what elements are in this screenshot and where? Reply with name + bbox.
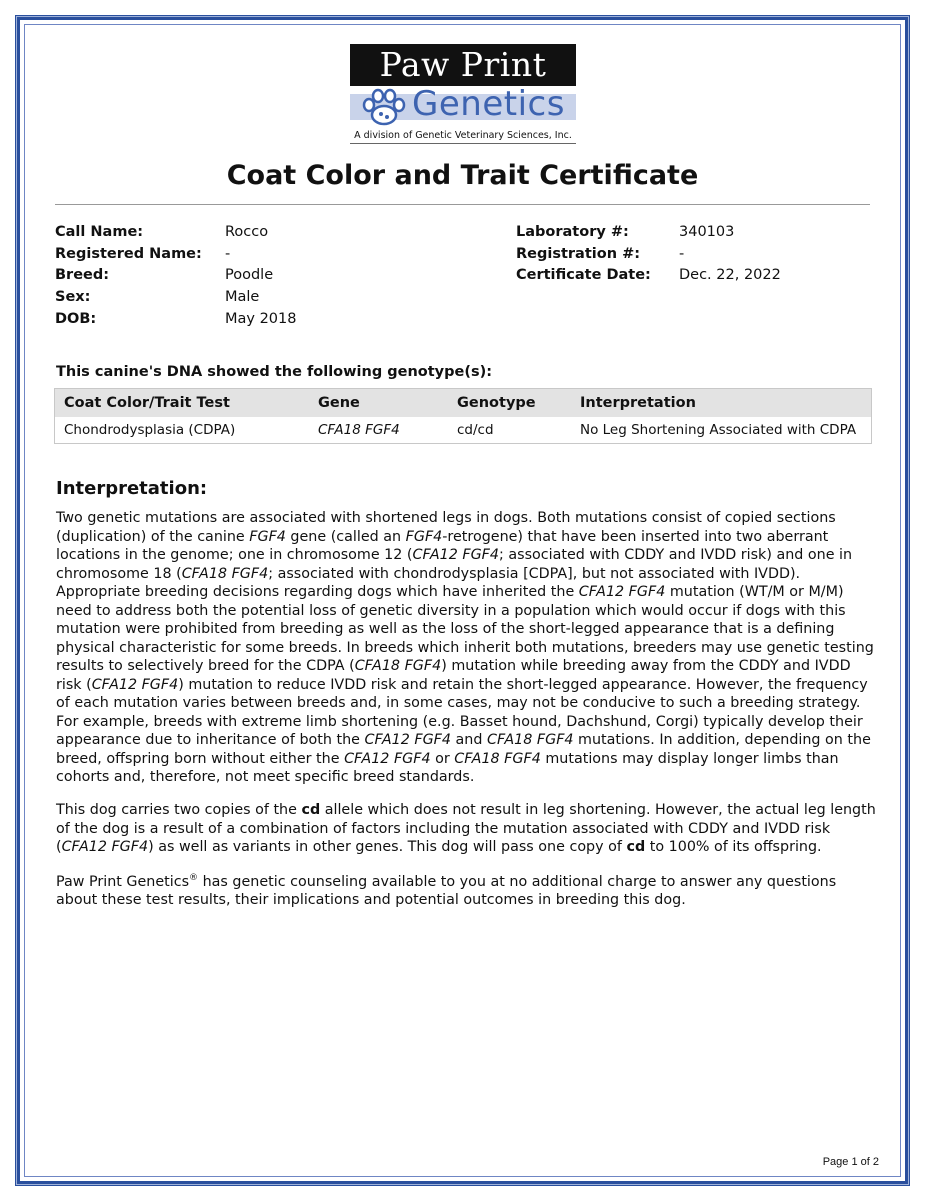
info-row-call-name: Call Name: Rocco — [55, 224, 269, 240]
paw-icon — [360, 88, 408, 128]
logo-tagline: A division of Genetic Veterinary Sciences, Inc. — [350, 130, 576, 144]
header-genotype: Genotype — [457, 395, 536, 411]
header-gene: Gene — [318, 395, 360, 411]
certificate-title: Coat Color and Trait Certificate — [226, 160, 699, 191]
table-row — [55, 417, 871, 443]
header-test: Coat Color/Trait Test — [64, 395, 230, 411]
dog-info-left — [55, 222, 297, 330]
interpretation-paragraph-3: Paw Print Genetics® has genetic counseling available to you at no additional charge to answer any questions about these test results, their implications and potential outcomes in breeding this dog. — [56, 873, 837, 909]
info-row-registration: Registration #: - — [516, 245, 685, 262]
company-logo — [350, 44, 576, 144]
cell-gene: CFA18 FGF4 — [318, 422, 400, 438]
info-row-registered-name: Registered Name: - — [55, 245, 231, 262]
header-interpretation: Interpretation — [580, 395, 696, 411]
interpretation-heading: Interpretation: — [56, 478, 208, 499]
logo-line2: Genetics — [412, 84, 565, 124]
info-row-breed: Breed: Poodle — [55, 267, 274, 284]
info-row-dob: DOB: May 2018 — [55, 310, 297, 327]
cell-test: Chondrodysplasia (CDPA) — [64, 422, 236, 438]
info-row-laboratory: Laboratory #: 340103 — [516, 224, 735, 240]
genotype-table — [54, 388, 872, 444]
interpretation-paragraph-1: Two genetic mutations are associated with shortened legs in dogs. Both mutations consist of copied sections (duplication) of the canine FGF4 gene (called an FGF4-retrogene) that have been inserted into two aberrant locations in the genome; one in chromosome 12 (CFA12 FGF4; associated with CDDY and IVDD risk) and one in chromosome 18 (CFA18 FGF4; associated with chondrodysplasia [CDPA], but not associated with IVDD). Appropriate breeding decisions regarding dogs which have inherited the CFA12 FGF4 mutation (WT/M or M/M) need to address both the potential loss of genetic diversity in a population which would occur if dogs with this mutation were prohibited from breeding as well as the loss of the short-legged appearance that is a defining physical characteristic for some breeds. In breeds which inherit both mutations, breeders may use genetic testing results to selectively breed for the CDPA (CFA18 FGF4) mutation while breeding away from the CDDY and IVDD risk (CFA12 FGF4) mutation to reduce IVDD risk and retain the short-legged appearance. However, the frequency of each mutation varies between breeds and, in some cases, may not be conducive to such a breeding strategy. For example, breeds with extreme limb shortening (e.g. Basset hound, Dachshund, Corgi) typically develop their appearance due to inheritance of both the CFA12 FGF4 and CFA18 FGF4 mutations. In addition, depending on the breed, offspring born without either the CFA12 FGF4 or CFA18 FGF4 mutations may display longer limbs than cohorts and, therefore, not meet specific breed standards. — [56, 510, 874, 785]
logo-line1: Paw Print — [350, 44, 576, 86]
title-divider — [55, 204, 870, 205]
genotype-heading: This canine's DNA showed the following genotype(s): — [56, 364, 493, 380]
table-header-row — [55, 389, 871, 417]
page-number: Page 1 of 2 — [822, 1156, 879, 1168]
interpretation-paragraph-2: This dog carries two copies of the cd allele which does not result in leg shortening. However, the actual leg length of the dog is a result of a combination of factors including the mutation associated with CDDY and IVDD risk (CFA12 FGF4) as well as variants in other genes. This dog will pass one copy of cd to 100% of its offspring. — [56, 802, 876, 855]
cell-interpretation: No Leg Shortening Associated with CDPA — [580, 422, 857, 438]
info-row-sex: Sex: Male — [55, 289, 260, 306]
dog-info-right — [516, 222, 781, 287]
info-row-certificate-date: Certificate Date: Dec. 22, 2022 — [516, 267, 781, 284]
cell-genotype: cd/cd — [457, 422, 494, 438]
